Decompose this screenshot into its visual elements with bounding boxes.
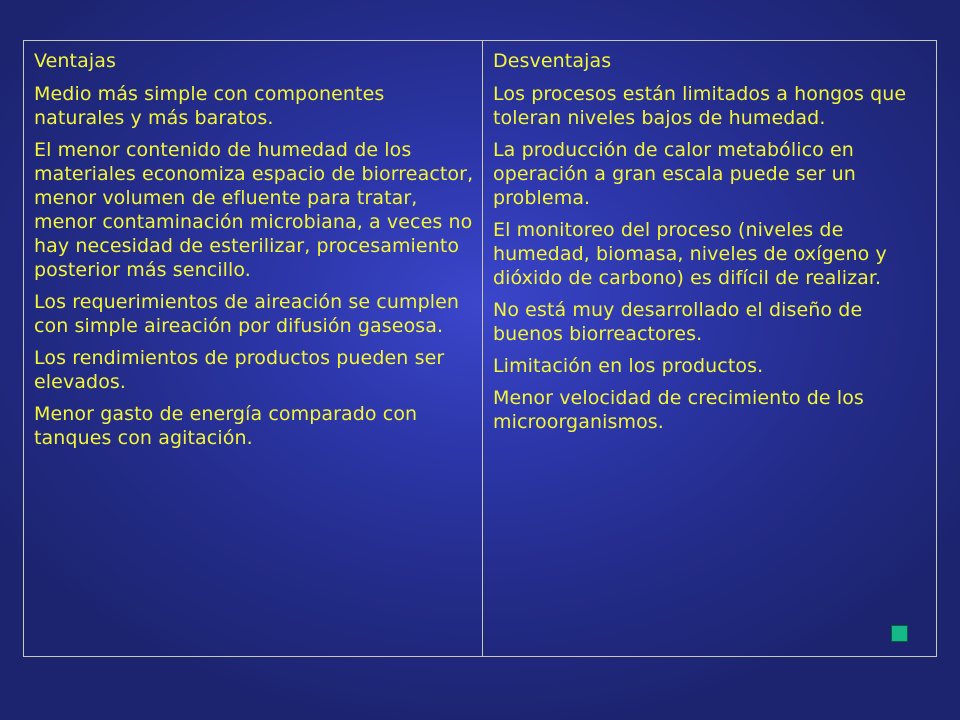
disadvantage-item: Los procesos están limitados a hongos que toleran niveles bajos de humedad. bbox=[493, 83, 907, 129]
disadvantages-column bbox=[483, 41, 936, 656]
advantages-header: Ventajas bbox=[34, 50, 116, 72]
disadvantage-item: La producción de calor metabólico en operación a gran escala puede ser un problema. bbox=[493, 139, 856, 209]
advantage-item: Menor gasto de energía comparado con tanques con agitación. bbox=[34, 403, 418, 449]
advantage-item: El menor contenido de humedad de los materiales economiza espacio de biorreactor, menor volumen de efluente para tratar, menor contaminación microbiana, a veces no hay necesidad de esterilizar, procesamiento posterior más sencillo. bbox=[34, 139, 474, 281]
disadvantage-item: El monitoreo del proceso (niveles de humedad, biomasa, niveles de oxígeno y dióxido de carbono) es difícil de realizar. bbox=[493, 219, 887, 289]
comparison-table bbox=[23, 40, 937, 657]
advantages-column bbox=[24, 41, 483, 656]
disadvantage-item: No está muy desarrollado el diseño de buenos biorreactores. bbox=[493, 299, 863, 345]
disadvantages-header: Desventajas bbox=[493, 50, 612, 72]
advantage-item: Medio más simple con componentes naturales y más baratos. bbox=[34, 83, 385, 129]
advantage-item: Los requerimientos de aireación se cumplen con simple aireación por difusión gaseosa. bbox=[34, 291, 460, 337]
disadvantage-item: Menor velocidad de crecimiento de los microorganismos. bbox=[493, 387, 864, 433]
advantage-item: Los rendimientos de productos pueden ser elevados. bbox=[34, 347, 445, 393]
disadvantage-item: Limitación en los productos. bbox=[493, 355, 764, 377]
square-action-button-icon[interactable] bbox=[891, 625, 908, 642]
